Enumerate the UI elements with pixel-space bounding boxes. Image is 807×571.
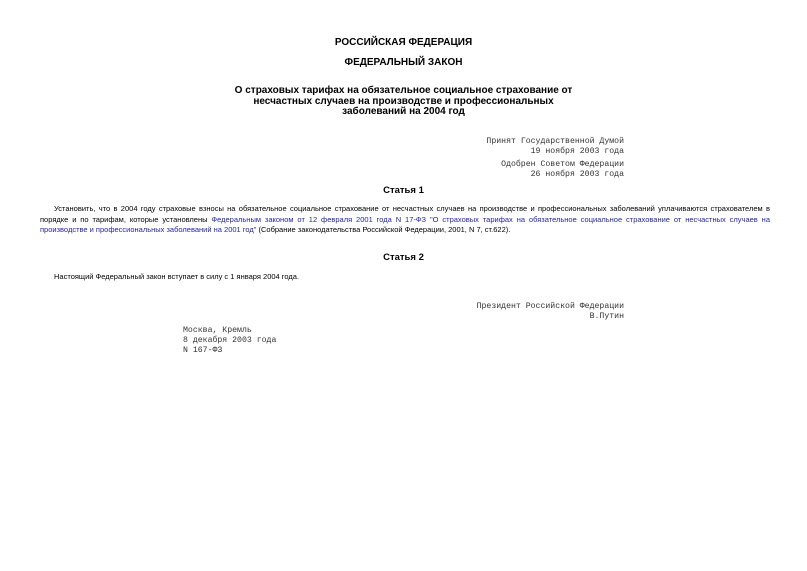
country-heading: РОССИЙСКАЯ ФЕДЕРАЦИЯ xyxy=(334,37,473,48)
approved-date: 26 ноября 2003 года xyxy=(530,169,624,179)
signatory-position: Президент Российской Федерации xyxy=(476,302,624,311)
document-title xyxy=(0,86,807,118)
title-line: О страховых тарифах на обязательное социальное страхование от xyxy=(234,85,573,96)
article-1-title: Статья 1 xyxy=(383,185,424,196)
article-1-text xyxy=(40,204,770,236)
article-2-text: Настоящий Федеральный закон вступает в силу с 1 января 2004 года. xyxy=(54,272,299,281)
law-number: N 167-ФЗ xyxy=(183,345,223,355)
signing-date: 8 декабря 2003 года xyxy=(183,335,277,345)
adopted-date: 19 ноября 2003 года xyxy=(530,146,624,156)
approved-block xyxy=(501,160,624,180)
title-line: несчастных случаев на производстве и профессиональных xyxy=(253,95,554,107)
approved-label: Одобрен Советом Федерации xyxy=(501,160,624,169)
signing-place: Москва, Кремль xyxy=(183,326,252,335)
article-1-text-before: Установить, что в 2004 году страховые взносы на обязательное социальное страхование от несчастных случаев на производстве и профессиональных заболеваний уплачиваются страхователем в порядке и по тарифам, которые установлены xyxy=(40,204,770,224)
signatory-name: В.Путин xyxy=(589,311,624,321)
federal-law-link[interactable]: Федеральным законом от 12 февраля 2001 года N 17-ФЗ "О страховых тарифах на обязательное социальное страхование от несчастных случаев на производстве и профессиональных заболеваний на 2001 год" xyxy=(40,214,770,235)
adopted-label: Принят Государственной Думой xyxy=(486,137,624,146)
law-type-heading: ФЕДЕРАЛЬНЫЙ ЗАКОН xyxy=(344,57,463,68)
article-1-text-after: (Собрание законодательства Российской Федерации, 2001, N 7, ст.622). xyxy=(256,225,511,235)
article-2-title: Статья 2 xyxy=(383,252,424,263)
signature-block xyxy=(477,302,624,322)
place-date-block xyxy=(183,326,276,355)
adopted-block xyxy=(486,137,624,157)
title-line: заболеваний на 2004 год xyxy=(342,106,465,117)
